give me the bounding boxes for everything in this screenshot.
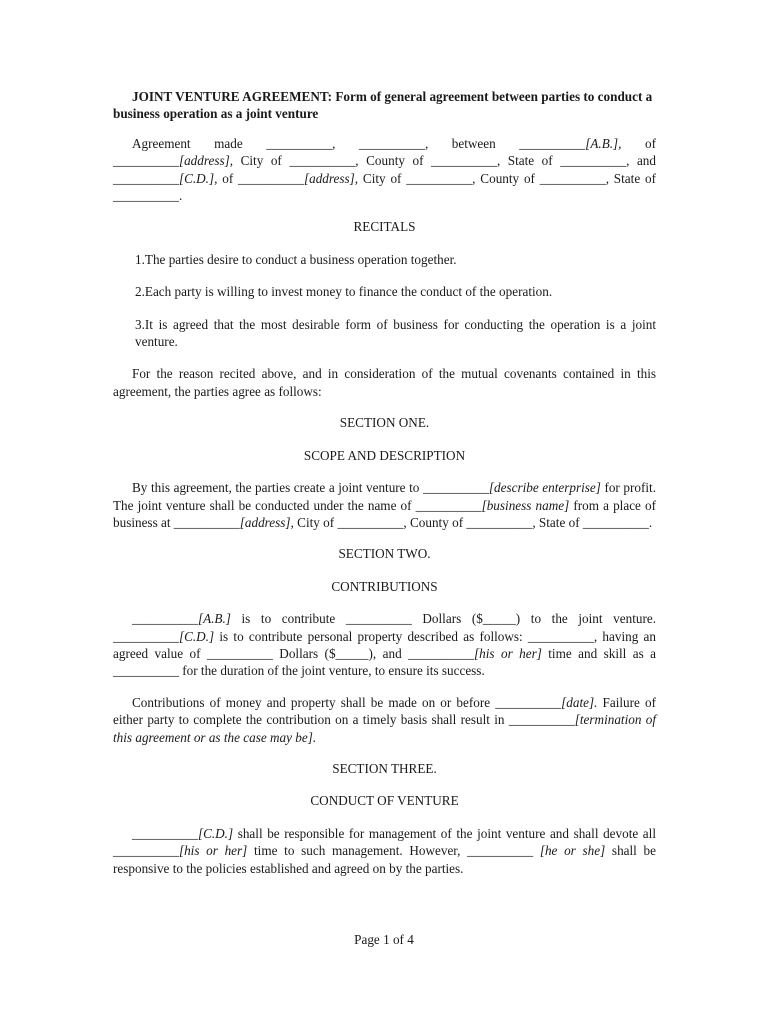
conduct-his-or-her: [his or her] — [178, 843, 248, 859]
section-two-subheading: CONTRIBUTIONS — [331, 578, 438, 594]
conduct-he-or-she: [he or she] — [539, 843, 606, 859]
address-2: [address], — [303, 170, 359, 186]
business-address: [address], — [239, 514, 294, 530]
recitals-closing: For the reason recited above, and in consideration of the mutual covenants contained in this agreement, the parties agree as follows: — [113, 366, 656, 399]
contrib-termination: [termination of this agreement or as the case may be]. — [113, 712, 656, 745]
contrib-his-or-her: [his or her] — [474, 645, 542, 661]
scope-text-1: By this agreement, the parties create a joint venture to __________ — [132, 480, 489, 496]
contrib-text-3: is to contribute personal property described as follows: __________, having an agreed value of __________ Dollars ($_____), and __________ — [113, 628, 656, 661]
conduct-text-2: shall be responsible for management of the joint venture and shall devote all __________ — [113, 825, 656, 859]
page-number: Page 1 of 4 — [354, 932, 414, 947]
contrib-text-1: __________ — [132, 611, 198, 627]
contrib-text-2: is to contribute __________ Dollars ($_____) to the joint venture. __________ — [113, 611, 656, 644]
intro-text-3: City of __________, County of __________, State of __________, and __________ — [113, 153, 656, 186]
conduct-text-1: __________ — [132, 825, 198, 841]
document-title: JOINT VENTURE AGREEMENT: Form of general agreement between parties to conduct a business operation as a joint venture — [113, 89, 653, 122]
recital-item-3: 3.It is agreed that the most desirable form of business for conducting the operation is a joint venture. — [135, 316, 656, 350]
contrib-date: [date]. — [561, 694, 598, 710]
intro-text-1: Agreement made __________, __________, between __________ — [132, 135, 586, 151]
document-page — [113, 88, 656, 891]
contrib-text-5: Contributions of money and property shall be made on or before __________ — [132, 694, 562, 710]
contrib-party-cd: [C.D.] — [178, 628, 215, 644]
scope-text-3: from a place of business at __________ — [113, 497, 656, 530]
contrib-party-ab: [A.B.] — [197, 611, 231, 627]
business-name: [business name] — [481, 497, 570, 513]
section-three-subheading: CONDUCT OF VENTURE — [310, 793, 459, 809]
conduct-text-3: time to such management. However, __________ — [247, 843, 540, 859]
conduct-paragraph — [113, 825, 656, 877]
contrib-text-4: time and skill as a __________ for the duration of the joint venture, to ensure its success. — [113, 645, 656, 679]
scope-paragraph — [113, 479, 656, 531]
intro-text-2: of __________ — [113, 135, 656, 169]
party-cd: [C.D.], — [178, 170, 218, 186]
conduct-party-cd: [C.D.] — [197, 825, 234, 841]
recital-item-1: 1.The parties desire to conduct a business operation together. — [135, 251, 457, 267]
scope-text-4: City of __________, County of __________, State of __________. — [293, 514, 653, 530]
conduct-text-4: shall be responsive to the policies established and agreed on by the parties. — [113, 843, 656, 876]
intro-paragraph — [113, 135, 656, 205]
section-one-subheading: SCOPE AND DESCRIPTION — [303, 447, 466, 463]
contrib-text-6: Failure of either party to complete the contribution on a timely basis shall result in __________ — [113, 694, 656, 728]
intro-text-5: City of __________, County of __________, State of __________. — [113, 170, 656, 204]
recital-item-2: 2.Each party is willing to invest money to finance the conduct of the operation. — [135, 284, 553, 300]
party-ab: [A.B.], — [585, 135, 622, 151]
intro-text-4: of __________ — [217, 170, 304, 186]
address-1: [address], — [178, 153, 234, 169]
recitals-heading: RECITALS — [353, 219, 416, 235]
scope-text-2: for profit. The joint venture shall be conducted under the name of __________ — [113, 480, 656, 513]
describe-enterprise: [describe enterprise] — [488, 480, 601, 496]
contributions-paragraph-1 — [113, 610, 656, 680]
section-one-heading: SECTION ONE. — [339, 415, 430, 431]
section-two-heading: SECTION TWO. — [338, 546, 431, 562]
contributions-paragraph-2 — [113, 694, 656, 746]
section-three-heading: SECTION THREE. — [332, 760, 437, 776]
